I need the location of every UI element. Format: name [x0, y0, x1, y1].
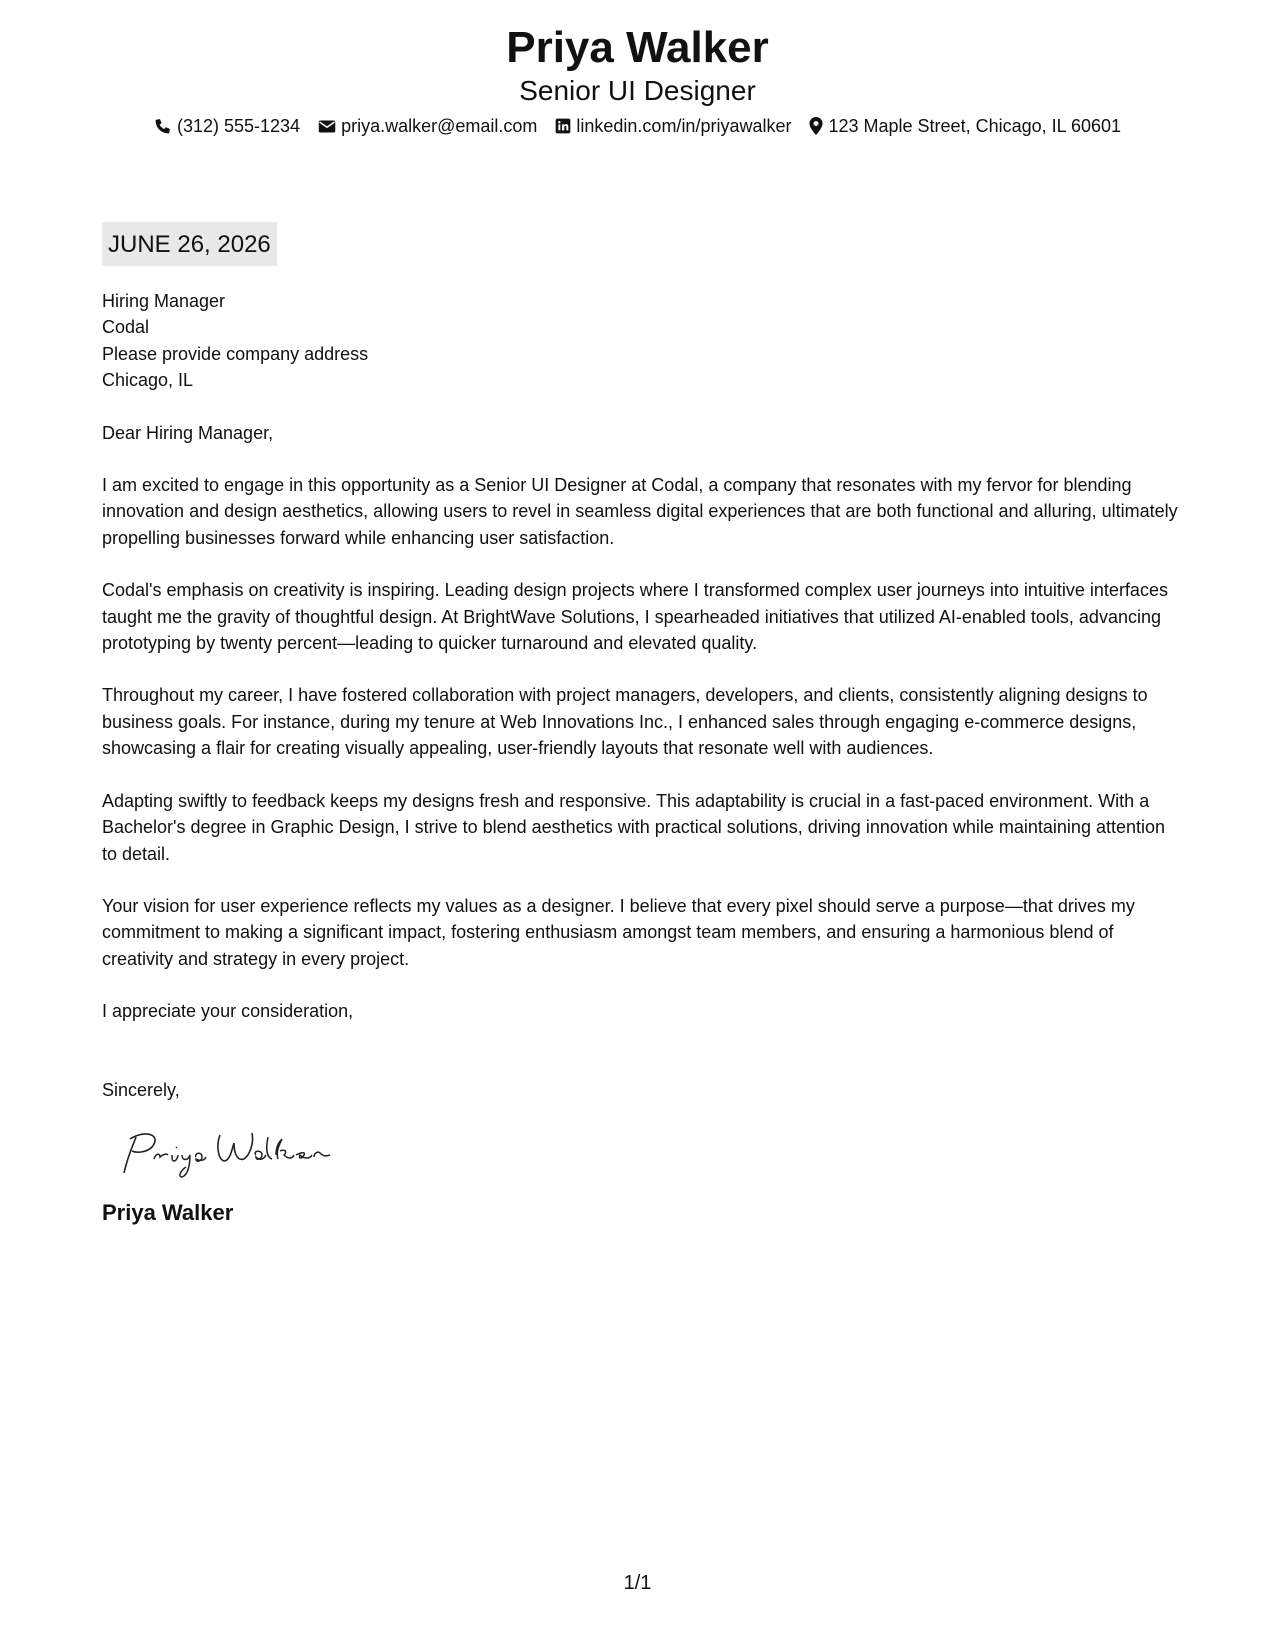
handwritten-signature — [116, 1125, 1182, 1185]
letter-header — [0, 22, 1275, 138]
body-paragraph: Your vision for user experience reflects my values as a designer. I believe that every pixel should serve a purpose—that drives my commitment to making a significant impact, fostering enthusiasm amongst team members, and ensuring a harmonious blend of creativity and strategy in every project. — [102, 895, 1135, 969]
body-paragraph: Throughout my career, I have fostered collaboration with project managers, developers, and clients, consistently aligning designs to business goals. For instance, during my tenure at Web Innovations Inc., I enhanced sales through engaging e-commerce designs, showcasing a flair for creating visually appealing, user-friendly layouts that resonate well with audiences. — [102, 685, 1148, 759]
contact-linkedin — [555, 114, 791, 138]
signoff: Sincerely, — [102, 1079, 180, 1100]
recipient-line: Codal — [102, 317, 150, 338]
page-number: 1/1 — [623, 1572, 652, 1594]
linkedin-text: linkedin.com/in/priyawalker — [576, 116, 792, 136]
contact-address — [809, 114, 1121, 138]
envelope-icon — [318, 119, 336, 134]
recipient-line: Please provide company address — [102, 343, 369, 364]
contact-bar — [0, 114, 1275, 138]
recipient-line: Chicago, IL — [102, 370, 194, 391]
letter-date: JUNE 26, 2026 — [102, 222, 277, 266]
letter-body — [102, 288, 1182, 1227]
contact-phone — [154, 114, 300, 138]
address-text: 123 Maple Street, Chicago, IL 60601 — [828, 116, 1122, 136]
closing-line: I appreciate your consideration, — [102, 1001, 354, 1022]
applicant-name: Priya Walker — [506, 23, 769, 72]
applicant-title: Senior UI Designer — [519, 75, 756, 106]
map-pin-icon — [809, 117, 823, 135]
phone-icon — [154, 117, 172, 135]
recipient-block — [102, 288, 1182, 394]
contact-email — [318, 114, 537, 138]
signed-name: Priya Walker — [102, 1199, 234, 1225]
salutation: Dear Hiring Manager, — [102, 422, 274, 443]
body-paragraph: Codal's emphasis on creativity is inspiring. Leading design projects where I transformed complex user journeys into intuitive interfaces taught me the gravity of thoughtful design. At BrightWave Solutions, I spearheaded initiatives that utilized AI-enabled tools, advancing prototyping by twenty percent—leading to quicker turnaround and elevated quality. — [102, 580, 1168, 654]
body-paragraph: Adapting swiftly to feedback keeps my designs fresh and responsive. This adaptability is crucial in a fast-paced environment. With a Bachelor's degree in Graphic Design, I strive to blend aesthetics with practical solutions, driving innovation while maintaining attention to detail. — [102, 790, 1166, 864]
email-text: priya.walker@email.com — [341, 116, 538, 136]
recipient-line: Hiring Manager — [102, 291, 226, 311]
body-paragraph: I am excited to engage in this opportunity as a Senior UI Designer at Codal, a company that resonates with my fervor for blending innovation and design aesthetics, allowing users to revel in seamless digital experiences that are both functional and alluring, ultimately propelling businesses forward while enhancing user satisfaction. — [102, 475, 1178, 548]
phone-text: (312) 555-1234 — [176, 116, 301, 136]
linkedin-icon — [555, 118, 571, 134]
